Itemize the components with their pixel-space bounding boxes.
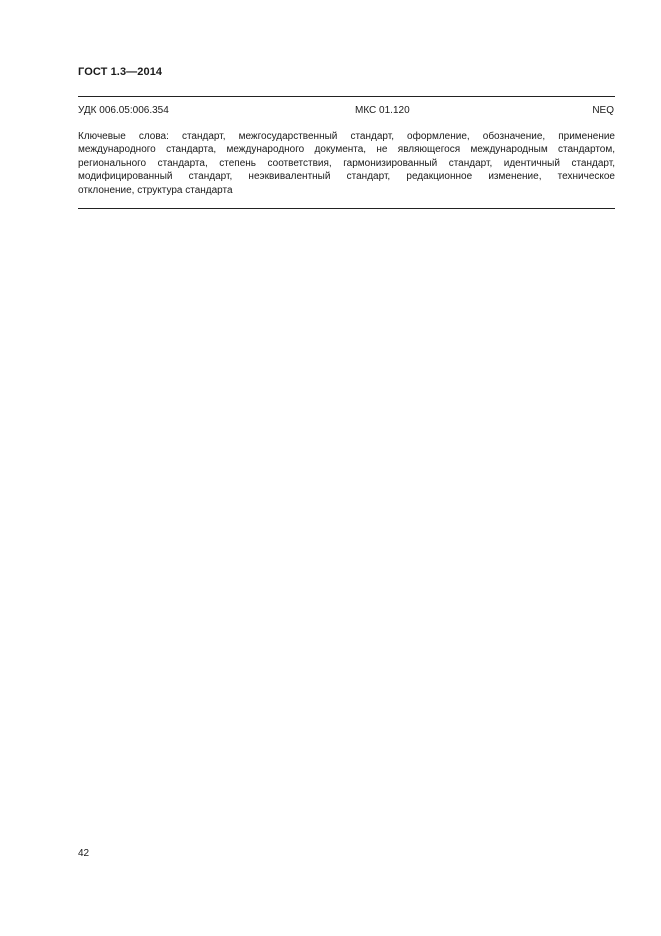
keywords-line: модифицированный стандарт, неэквивалентный стандарт, редакционное изменение, техническое: [78, 171, 615, 183]
page-number: 42: [78, 848, 90, 859]
keywords-line: регионального стандарта, степень соответствия, гармонизированный стандарт, идентичный стандарт,: [78, 157, 615, 169]
classification-row: [78, 105, 615, 119]
keywords-line: Ключевые слова: стандарт, межгосударственный стандарт, оформление, обозначение, применение: [78, 131, 615, 142]
keywords-line: отклонение, структура стандарта: [78, 184, 233, 196]
neq-label: NEQ: [592, 105, 614, 116]
top-divider: [78, 96, 615, 97]
keywords-line: международного стандарта, международного документа, не являющегося международным стандартом,: [78, 144, 615, 156]
bottom-divider: [78, 208, 615, 209]
mks-code: МКС 01.120: [355, 105, 410, 116]
document-title: ГОСТ 1.3—2014: [78, 66, 163, 78]
udk-code: УДК 006.05:006.354: [78, 105, 169, 116]
keywords-paragraph: [78, 130, 615, 197]
